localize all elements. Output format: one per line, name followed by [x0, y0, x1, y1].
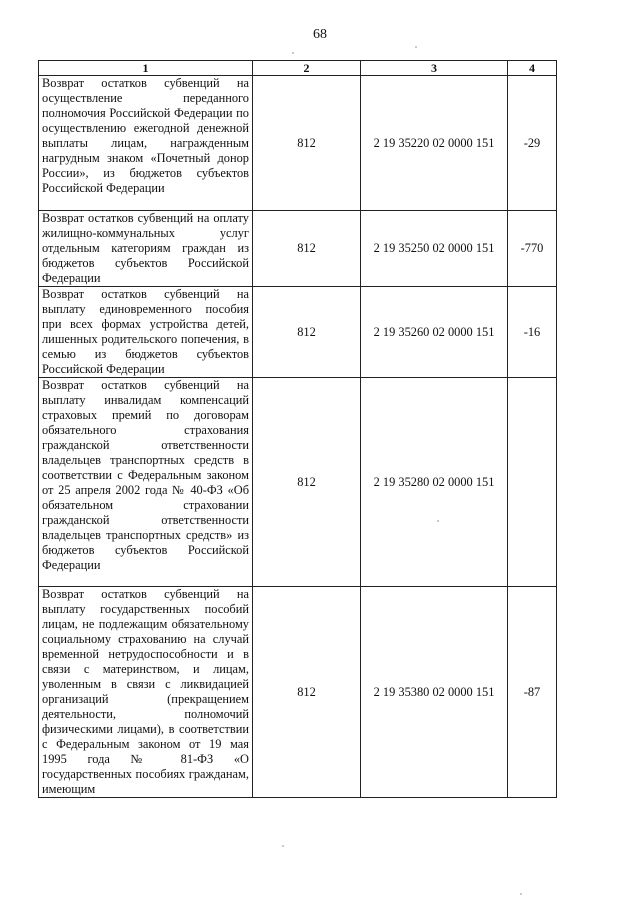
page-number: 68: [313, 27, 327, 42]
row-description: Возврат остатков субвенций на выплату единовременного пособия при всех формах устройства детей, лишенных родительского попечения, в семью из бюджетов субъектов Российской Федерации: [39, 287, 253, 378]
table-row: [39, 587, 557, 798]
budget-table: [38, 60, 557, 798]
row-admin-code: 812: [253, 76, 361, 211]
column-header-4: 4: [508, 61, 557, 76]
row-description: Возврат остатков субвенций на выплату инвалидам компенсаций страховых премий по договорам обязательного страхования гражданской ответственности владельцев транспортных средств в соответствии с Федеральным законом от 25 апреля 2002 года № 40-ФЗ «Об обязательном страховании гражданской ответственности владельцев транспортных средств» из бюджетов субъектов Российской Федерации: [39, 378, 253, 587]
row-kbk-code: 2 19 35250 02 0000 151: [361, 211, 508, 287]
row-admin-code: 812: [253, 287, 361, 378]
column-header-1: 1: [39, 61, 253, 76]
table-row: [39, 211, 557, 287]
row-amount: [508, 378, 557, 587]
row-description: Возврат остатков субвенций на выплату государственных пособий лицам, не подлежащим обязательному социальному страхованию на случай временной нетрудоспособности и в связи с материнством, и лицам, уволенным в связи с ликвидацией организаций (прекращением деятельности, полномочий физическими лицами), в соответствии с Федеральным законом от 19 мая 1995 года № 81-ФЗ «О государственных пособиях гражданам, имеющим: [39, 587, 253, 798]
row-admin-code: 812: [253, 587, 361, 798]
row-amount: -29: [508, 76, 557, 211]
scan-speck: [282, 845, 284, 847]
row-kbk-code: 2 19 35260 02 0000 151: [361, 287, 508, 378]
row-description: Возврат остатков субвенций на оплату жилищно-коммунальных услуг отдельным категориям граждан из бюджетов субъектов Российской Федерации: [39, 211, 253, 287]
row-admin-code: 812: [253, 211, 361, 287]
table-row: [39, 76, 557, 211]
column-header-2: 2: [253, 61, 361, 76]
row-admin-code: 812: [253, 378, 361, 587]
scan-speck: [437, 520, 439, 522]
column-header-3: 3: [361, 61, 508, 76]
scan-speck: [292, 52, 294, 54]
table-row: [39, 378, 557, 587]
row-amount: -770: [508, 211, 557, 287]
row-kbk-code: 2 19 35220 02 0000 151: [361, 76, 508, 211]
row-kbk-code: 2 19 35280 02 0000 151: [361, 378, 508, 587]
row-amount: -16: [508, 287, 557, 378]
scan-speck: [520, 893, 522, 895]
scan-speck: [415, 46, 417, 48]
table-row: [39, 287, 557, 378]
row-kbk-code: 2 19 35380 02 0000 151: [361, 587, 508, 798]
table-header-row: [39, 61, 557, 76]
row-amount: -87: [508, 587, 557, 798]
row-description: Возврат остатков субвенций на осуществление переданного полномочия Российской Федерации по осуществлению ежегодной денежной выплаты лицам, награжденным нагрудным знаком «Почетный донор России», из бюджетов субъектов Российской Федерации: [39, 76, 253, 211]
